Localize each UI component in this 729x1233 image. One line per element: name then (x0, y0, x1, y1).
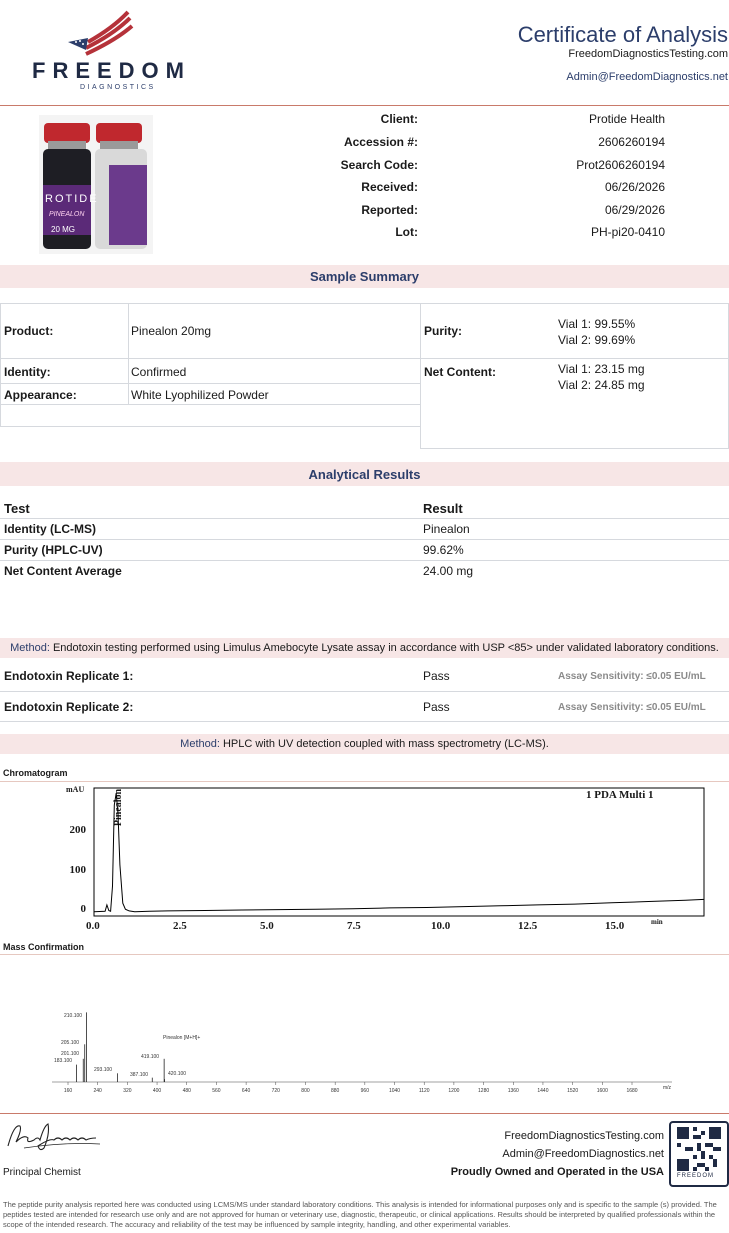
info-label: Client: (380, 112, 418, 126)
x-tick-label: 240 (93, 1088, 102, 1094)
endotoxin-result: Pass (423, 700, 450, 714)
x-tick-label: 400 (152, 1088, 162, 1094)
x-tick-label: 480 (182, 1088, 191, 1094)
brand-logo (28, 8, 191, 91)
x-tick-label: 960 (360, 1088, 370, 1094)
signer-role: Principal Chemist (3, 1167, 81, 1178)
method-label: Method: (180, 738, 220, 750)
info-value: Protide Health (588, 112, 665, 126)
identity-label: Identity: (4, 365, 51, 379)
mass-spectrum-chart (0, 955, 729, 1100)
net-content-vial-2: Vial 2: 24.85 mg (558, 378, 645, 392)
test-result: Pinealon (423, 522, 470, 536)
mass-spectrum-plot (0, 955, 729, 1100)
test-result: 24.00 mg (423, 564, 474, 578)
x-tick-label: 320 (123, 1088, 132, 1094)
info-value: 06/26/2026 (604, 180, 665, 194)
peak-label: 183.100 (54, 1058, 73, 1064)
x-tick-label: 1360 (507, 1088, 519, 1094)
chart-legend: 1 PDA Multi 1 (586, 789, 654, 801)
net-content-vial-1: Vial 1: 23.15 mg (558, 362, 645, 376)
info-label: Search Code: (340, 158, 418, 172)
method-label: Method: (10, 642, 50, 654)
flag-swoosh-icon (28, 8, 168, 58)
peak-label: Pinealon (113, 788, 125, 827)
vial-dose: 20 MG (51, 225, 76, 234)
footer-website[interactable]: FreedomDiagnosticsTesting.com (504, 1130, 664, 1142)
purity-vial-1: Vial 1: 99.55% (558, 317, 636, 331)
peak-label: 210.100 (64, 1013, 83, 1019)
purity-label: Purity: (424, 324, 463, 338)
y-unit: mAU (66, 785, 85, 794)
net-content-label: Net Content: (424, 365, 496, 379)
peak-label: 387.100 (130, 1072, 149, 1078)
test-name: Purity (HPLC-UV) (4, 543, 103, 557)
purity-vial-2: Vial 2: 99.69% (558, 333, 636, 347)
method-text: Endotoxin testing performed using Limulus Amebocyte Lysate assay in accordance with USP <85> under validated laboratory conditions. (52, 642, 719, 654)
x-tick-label: 7.5 (347, 920, 361, 932)
x-tick-label: 1200 (448, 1088, 460, 1094)
mass-confirmation-title: Mass Confirmation (3, 942, 85, 952)
product-value: Pinealon 20mg (131, 324, 212, 338)
x-tick-label: 1440 (537, 1088, 549, 1094)
disclaimer: The peptide purity analysis reported here was conducted using LCMS/MS under standard laboratory conditions. This analysis is intended for informational purposes only and is specific to the sample (s) provided. The peptides tested are intended for research use only and are not approved for human or veterinary use, diagnostic, therapeutic, or clinical applications. Results should be interpreted by qualified professionals within the scope of the intended research. The accuracy and reliability of the test may be influenced by sample integrity, handling, and other experimental variables. (3, 1200, 717, 1229)
series-line (94, 793, 704, 912)
x-tick-label: 640 (241, 1088, 251, 1094)
endotoxin-method (0, 642, 729, 654)
x-tick-label: 1040 (388, 1088, 401, 1094)
col-test-header: Test (4, 501, 30, 516)
vial-product: PINEALON (49, 211, 85, 218)
y-tick-label: 0 (80, 903, 86, 915)
x-tick-label: 5.0 (260, 920, 274, 932)
y-tick-label: 200 (69, 824, 86, 836)
test-result: 99.62% (423, 543, 464, 557)
footer-tagline: Proudly Owned and Operated in the USA (450, 1166, 664, 1178)
chromatogram-plot (0, 782, 729, 940)
appearance-value: White Lyophilized Powder (131, 388, 269, 402)
hplc-method (0, 738, 729, 750)
x-tick-label: 10.0 (431, 920, 451, 932)
brand-name: FREEDOM (32, 58, 191, 83)
appearance-label: Appearance: (4, 388, 77, 402)
peak-label: 420.100 (168, 1071, 187, 1077)
assay-sensitivity: Assay Sensitivity: ≤0.05 EU/mL (558, 671, 706, 682)
x-tick-label: 720 (271, 1088, 280, 1094)
info-value: Prot2606260194 (576, 158, 665, 172)
peak-label: 205.100 (61, 1040, 80, 1046)
test-name: Identity (LC-MS) (4, 522, 96, 536)
qr-code-icon (677, 1127, 721, 1171)
peak-label: 293.100 (94, 1067, 113, 1073)
info-label: Lot: (395, 225, 418, 239)
x-tick-label: 12.5 (518, 920, 538, 932)
info-value: PH-pi20-0410 (590, 225, 665, 239)
badge-label: FREEDOM (677, 1173, 714, 1179)
signature-icon (4, 1120, 114, 1154)
test-name: Net Content Average (4, 564, 122, 578)
info-label: Reported: (361, 203, 418, 217)
x-tick-label: 160 (63, 1088, 73, 1094)
chromatogram-chart (0, 782, 729, 940)
x-tick-label: 15.0 (605, 920, 625, 932)
info-label: Received: (361, 180, 418, 194)
endotoxin-result: Pass (423, 669, 450, 683)
header-rule (0, 105, 729, 106)
x-tick-label: 1280 (478, 1088, 490, 1094)
x-tick-label: 880 (330, 1088, 340, 1094)
x-tick-label: 560 (212, 1088, 221, 1094)
identity-value: Confirmed (131, 365, 187, 379)
product-label: Product: (4, 324, 54, 338)
endotoxin-label: Endotoxin Replicate 1: (4, 669, 134, 683)
vial-brand: ROTIDE (45, 193, 99, 205)
qr-badge[interactable] (669, 1121, 729, 1187)
chromatogram-title: Chromatogram (3, 768, 68, 778)
x-tick-label: 0.0 (86, 920, 100, 932)
x-tick-label: 1520 (567, 1088, 579, 1094)
assay-sensitivity: Assay Sensitivity: ≤0.05 EU/mL (558, 702, 706, 713)
info-value: 2606260194 (598, 135, 665, 149)
col-result-header: Result (423, 501, 463, 516)
sample-summary-title: Sample Summary (309, 269, 420, 284)
x-unit: m/z (663, 1085, 672, 1091)
analytical-results-title: Analytical Results (308, 467, 421, 482)
info-label: Accession #: (343, 135, 418, 149)
x-tick-label: 1680 (626, 1088, 638, 1094)
client-info (0, 111, 729, 241)
header-email[interactable]: Admin@FreedomDiagnostics.net (566, 71, 728, 83)
page-title: Certificate of Analysis (517, 22, 728, 47)
x-unit: min (651, 918, 663, 926)
y-tick-label: 100 (69, 864, 86, 876)
brand-subtitle: DIAGNOSTICS (80, 84, 156, 91)
mass-annotation: Pinealon [M+H]+ (163, 1035, 201, 1041)
peak-label: 419.100 (141, 1054, 160, 1060)
x-tick-label: 2.5 (173, 920, 187, 932)
header-website[interactable]: FreedomDiagnosticsTesting.com (568, 48, 728, 60)
method-text: HPLC with UV detection coupled with mass spectrometry (LC-MS). (222, 738, 549, 750)
signature (4, 1120, 114, 1154)
footer-email[interactable]: Admin@FreedomDiagnostics.net (502, 1148, 664, 1160)
x-tick-label: 1600 (596, 1088, 608, 1094)
endotoxin-label: Endotoxin Replicate 2: (4, 700, 134, 714)
x-tick-label: 800 (301, 1088, 310, 1094)
peak-label: 201.100 (61, 1051, 80, 1057)
x-tick-label: 1120 (418, 1088, 430, 1094)
info-value: 06/29/2026 (604, 203, 665, 217)
